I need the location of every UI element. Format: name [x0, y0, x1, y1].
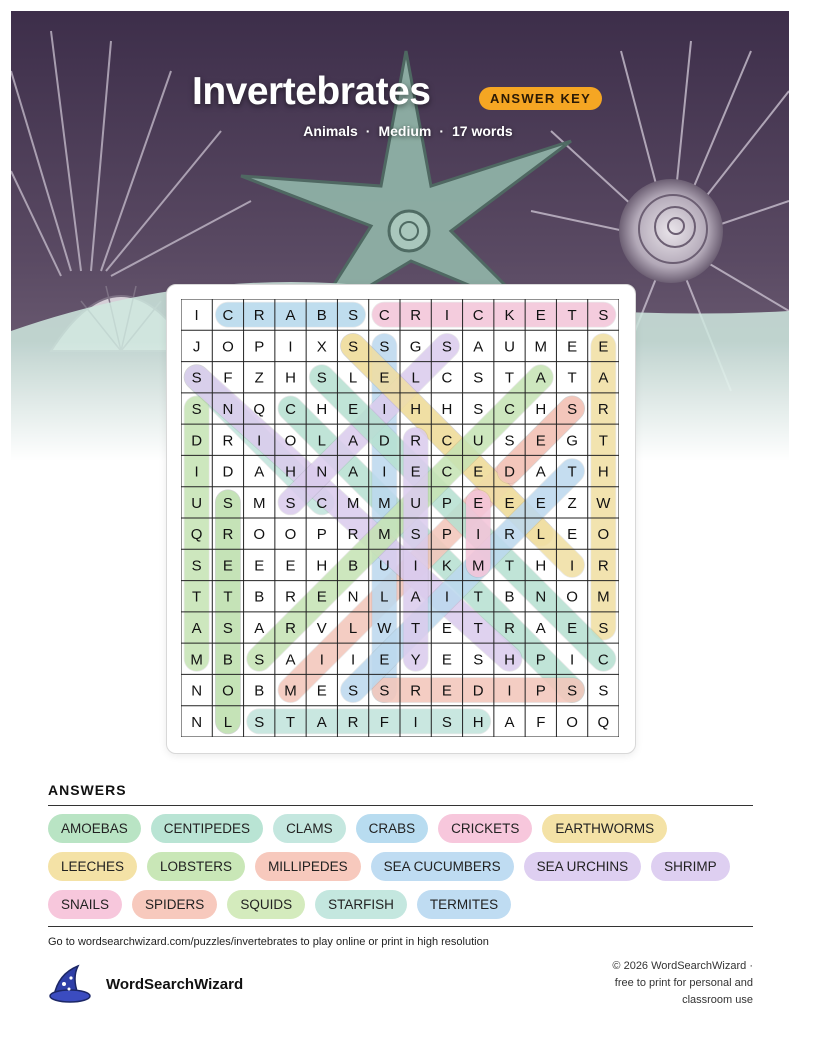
grid-letter: S: [348, 338, 359, 356]
answer-chip-earthworms: EARTHWORMS: [542, 814, 667, 843]
grid-letter: R: [253, 307, 265, 325]
footer-divider: [48, 926, 753, 927]
grid-letter: B: [348, 557, 359, 575]
grid-letter: U: [191, 494, 203, 512]
grid-letter: Z: [567, 494, 577, 512]
difficulty-label: Medium: [378, 123, 432, 139]
grid-letter: N: [347, 588, 359, 606]
grid-letter: N: [191, 682, 203, 700]
grid-letter: T: [567, 369, 577, 387]
grid-letter: H: [472, 713, 484, 731]
grid-letter: S: [441, 713, 452, 731]
word-search-grid: [181, 299, 619, 737]
grid-letter: A: [473, 338, 484, 356]
grid-letter: O: [253, 526, 266, 544]
answer-chip-crabs: CRABS: [356, 814, 429, 843]
grid-letter: L: [223, 713, 233, 731]
grid-letter: H: [441, 401, 453, 418]
word-count-label: 17 words: [452, 123, 513, 139]
brand[interactable]: [48, 964, 243, 1004]
grid-letter: F: [379, 713, 389, 731]
brand-name: WordSearchWizard: [106, 975, 244, 993]
answer-chip-clams: CLAMS: [273, 814, 346, 843]
grid-letter: X: [316, 338, 327, 356]
grid-letter: S: [473, 401, 484, 418]
grid-letter: S: [222, 494, 233, 512]
grid-letter: I: [382, 401, 387, 418]
grid-letter: L: [536, 526, 545, 544]
grid-letter: R: [285, 620, 296, 637]
grid-letter: A: [504, 713, 515, 731]
grid-letter: S: [285, 494, 296, 512]
grid-letter: C: [316, 494, 328, 512]
grid-letter: M: [190, 651, 203, 669]
grid-letter: H: [597, 463, 609, 481]
grid-letter: R: [347, 526, 359, 544]
grid-letter: S: [473, 369, 484, 387]
grid-letter: S: [473, 651, 484, 669]
answer-chip-snails: SNAILS: [48, 890, 122, 919]
grid-letter: A: [285, 307, 296, 325]
grid-letter: C: [441, 432, 453, 450]
grid-letter: P: [441, 526, 452, 544]
grid-letter: M: [597, 588, 610, 606]
grid-letter: T: [504, 557, 515, 575]
grid-letter: E: [598, 338, 609, 356]
grid-letter: A: [316, 713, 327, 731]
grid-letter: L: [317, 432, 326, 450]
grid-letter: R: [597, 557, 609, 575]
grid-letter: H: [316, 401, 328, 418]
grid-letter: Q: [190, 526, 203, 544]
grid-letter: A: [348, 463, 359, 481]
grid-letter: R: [597, 401, 609, 418]
answer-chip-leeches: LEECHES: [48, 852, 137, 881]
answer-chip-sea-cucumbers: SEA CUCUMBERS: [371, 852, 514, 881]
grid-letter: R: [222, 432, 234, 450]
grid-letter: O: [222, 338, 234, 356]
grid-letter: O: [284, 526, 297, 544]
answer-chip-amoebas: AMOEBAS: [48, 814, 141, 843]
grid-letter: I: [413, 713, 418, 731]
grid-letter: V: [316, 620, 327, 637]
separator-dot: ·: [439, 123, 444, 139]
grid-letter: P: [316, 526, 327, 544]
grid-letter: T: [473, 588, 483, 606]
grid-letter: E: [379, 651, 390, 669]
grid-letter: E: [441, 682, 452, 700]
grid-letter: E: [441, 620, 452, 637]
answer-chip-starfish: STARFISH: [315, 890, 407, 919]
answer-chip-centipedes: CENTIPEDES: [151, 814, 263, 843]
grid-letter: C: [441, 463, 453, 481]
answer-chip-termites: TERMITES: [417, 890, 511, 919]
grid-letter: S: [441, 338, 452, 356]
grid-letter: E: [567, 526, 578, 544]
grid-letter: N: [316, 463, 328, 481]
grid-letter: S: [598, 682, 609, 700]
grid-letter: O: [597, 526, 610, 544]
copyright-line: free to print for personal and: [614, 977, 753, 989]
grid-letter: S: [222, 620, 233, 637]
grid-letter: A: [254, 463, 265, 481]
grid-letter: T: [598, 432, 608, 450]
grid-letter: C: [504, 401, 515, 418]
grid-letter: I: [350, 651, 356, 669]
grid-letter: K: [441, 557, 452, 575]
grid-letter: O: [566, 713, 578, 731]
grid-letter: M: [378, 526, 391, 544]
grid-letter: B: [254, 682, 265, 700]
grid-letter: R: [410, 432, 422, 450]
grid-letter: I: [382, 463, 387, 481]
grid-letter: E: [504, 494, 515, 512]
answer-chip-lobsters: LOBSTERS: [147, 852, 245, 881]
grid-letter: A: [598, 369, 609, 387]
grid-letter: I: [288, 338, 293, 356]
grid-letter: I: [413, 557, 418, 575]
grid-letter: R: [504, 620, 515, 637]
grid-letter: T: [192, 588, 202, 606]
grid-letter: A: [348, 432, 359, 450]
grid-letter: A: [535, 463, 546, 481]
grid-letter: S: [598, 620, 609, 637]
grid-letter: E: [567, 620, 578, 637]
separator-dot: ·: [365, 123, 371, 139]
grid-letter: O: [284, 432, 297, 450]
grid-letter: P: [535, 651, 546, 669]
grid-letter: S: [191, 401, 202, 418]
grid-letter: A: [410, 588, 421, 606]
grid-letter: S: [348, 682, 359, 700]
grid-letter: I: [319, 651, 324, 669]
copyright-line: classroom use: [682, 994, 753, 1006]
grid-letter: E: [535, 432, 546, 450]
grid-letter: S: [191, 557, 202, 575]
grid-letter: C: [222, 307, 234, 325]
grid-letter: E: [285, 557, 296, 575]
grid-letter: P: [254, 338, 265, 356]
grid-letter: S: [504, 432, 515, 450]
grid-letter: I: [569, 557, 575, 575]
grid-letter: T: [473, 620, 483, 637]
grid-letter: A: [535, 369, 546, 387]
grid-letter: N: [222, 401, 234, 418]
category-label: Animals: [303, 123, 358, 139]
grid-letter: E: [441, 651, 452, 669]
grid-letter: T: [567, 307, 577, 325]
grid-letter: E: [348, 401, 359, 418]
grid-letter: E: [473, 463, 484, 481]
copyright-text: [553, 958, 753, 1009]
grid-letter: E: [410, 463, 421, 481]
grid-letter: M: [284, 682, 297, 700]
grid-letter: D: [504, 463, 515, 481]
grid-letter: B: [504, 588, 515, 606]
answers-heading: ANSWERS: [48, 782, 127, 798]
grid-letter: A: [254, 620, 265, 637]
grid-letter: R: [410, 682, 422, 700]
grid-letter: U: [378, 557, 390, 575]
answers-divider: [48, 805, 753, 806]
answer-chip-spiders: SPIDERS: [132, 890, 217, 919]
grid-letter: H: [535, 557, 547, 575]
grid-letter: W: [596, 494, 611, 512]
grid-letter: E: [316, 588, 327, 606]
grid-letter: T: [411, 620, 421, 637]
grid-letter: E: [379, 369, 390, 387]
grid-letter: M: [534, 338, 548, 356]
grid-letter: D: [191, 432, 203, 450]
answer-chip-squids: SQUIDS: [227, 890, 305, 919]
grid-letter: N: [535, 588, 547, 606]
grid-letter: G: [409, 338, 422, 356]
grid-letter: I: [569, 651, 575, 669]
grid-letter: B: [254, 588, 265, 606]
grid-letter: U: [410, 494, 422, 512]
grid-letter: P: [441, 494, 452, 512]
grid-letter: E: [535, 307, 546, 325]
grid-letter: T: [285, 713, 296, 731]
grid-letter: L: [348, 620, 358, 637]
grid-letter: S: [410, 526, 421, 544]
grid-letter: H: [410, 401, 422, 418]
grid-letter: L: [380, 588, 389, 606]
grid-letter: Q: [253, 401, 266, 418]
grid-letter: D: [222, 463, 234, 481]
grid-letter: R: [222, 526, 234, 544]
grid-letter: S: [348, 307, 359, 325]
grid-letter: M: [471, 557, 485, 575]
grid-letter: I: [444, 588, 450, 606]
grid-letter: K: [504, 307, 515, 325]
grid-letter: U: [472, 432, 484, 450]
grid-letter: E: [316, 682, 327, 700]
grid-letter: S: [254, 651, 265, 669]
grid-letter: H: [285, 463, 296, 481]
grid-letter: S: [254, 713, 265, 731]
grid-letter: I: [194, 307, 199, 325]
grid-letter: S: [567, 682, 578, 700]
grid-letter: Y: [410, 651, 421, 669]
grid-letter: E: [535, 494, 546, 512]
answer-key-badge: ANSWER KEY: [479, 87, 602, 110]
grid-letter: A: [285, 651, 296, 669]
answer-chip-crickets: CRICKETS: [438, 814, 532, 843]
grid-letter: A: [535, 620, 546, 637]
grid-letter: H: [316, 557, 328, 575]
grid-letter: M: [378, 494, 391, 512]
grid-letter: I: [194, 463, 199, 481]
grid-letter: C: [378, 307, 390, 325]
grid-letter: E: [473, 494, 484, 512]
grid-letter: W: [377, 620, 392, 637]
grid-letter: L: [411, 369, 420, 387]
grid-letter: S: [379, 682, 390, 700]
answer-chip-shrimp: SHRIMP: [651, 852, 730, 881]
grid-letter: T: [504, 369, 515, 387]
grid-letter: F: [223, 369, 233, 387]
grid-letter: I: [257, 432, 262, 450]
grid-letter: I: [444, 307, 450, 325]
grid-letter: O: [566, 588, 578, 606]
grid-letter: E: [254, 557, 265, 575]
page-title: Invertebrates: [192, 70, 431, 113]
grid-letter: O: [222, 682, 234, 700]
grid-letter: C: [472, 307, 484, 325]
grid-letter: J: [192, 338, 201, 356]
grid-letter: D: [472, 682, 484, 700]
grid-letter: Z: [254, 369, 264, 387]
grid-letter: C: [441, 369, 453, 387]
footer-url-text: Go to wordsearchwizard.com/puzzles/invertebrates to play online or print in high resolution: [48, 936, 489, 948]
grid-letter: S: [598, 307, 609, 325]
grid-letter: M: [252, 494, 266, 512]
grid-letter: M: [346, 494, 360, 512]
grid-letter: S: [379, 338, 390, 356]
grid-letter: S: [316, 369, 327, 387]
grid-letter: A: [191, 620, 202, 637]
grid-letter: E: [567, 338, 578, 356]
grid-letter: T: [223, 588, 233, 606]
grid-letter: S: [191, 369, 202, 387]
grid-letter: H: [504, 651, 515, 669]
puzzle-meta: [0, 123, 816, 139]
grid-letter: S: [567, 401, 578, 418]
grid-letter: N: [191, 713, 203, 731]
grid-letter: E: [222, 557, 233, 575]
grid-letter: F: [536, 713, 546, 731]
grid-letter: R: [347, 713, 359, 731]
grid-letter: C: [285, 401, 296, 418]
grid-letter: R: [410, 307, 422, 325]
grid-letter: R: [504, 526, 515, 544]
grid-letter: U: [504, 338, 515, 356]
grid-letter: B: [222, 651, 233, 669]
grid-letter: I: [507, 682, 512, 700]
wizard-hat-icon: [48, 964, 94, 1004]
answer-chip-sea-urchins: SEA URCHINS: [524, 852, 642, 881]
answers-list: [48, 814, 758, 919]
grid-letter: H: [535, 401, 547, 418]
grid-letter: B: [316, 307, 327, 325]
grid-letter: T: [567, 463, 577, 481]
grid-letter: G: [566, 432, 578, 450]
grid-letter: I: [476, 526, 481, 544]
grid-letter: Q: [597, 713, 610, 731]
copyright-line: © 2026 WordSearchWizard ·: [612, 960, 753, 972]
grid-letter: H: [285, 369, 296, 387]
grid-letter: L: [348, 369, 358, 387]
grid-letter: D: [378, 432, 390, 450]
answer-chip-millipedes: MILLIPEDES: [255, 852, 361, 881]
grid-letter: C: [597, 651, 609, 669]
grid-letter: R: [285, 588, 296, 606]
grid-letter: P: [535, 682, 546, 700]
